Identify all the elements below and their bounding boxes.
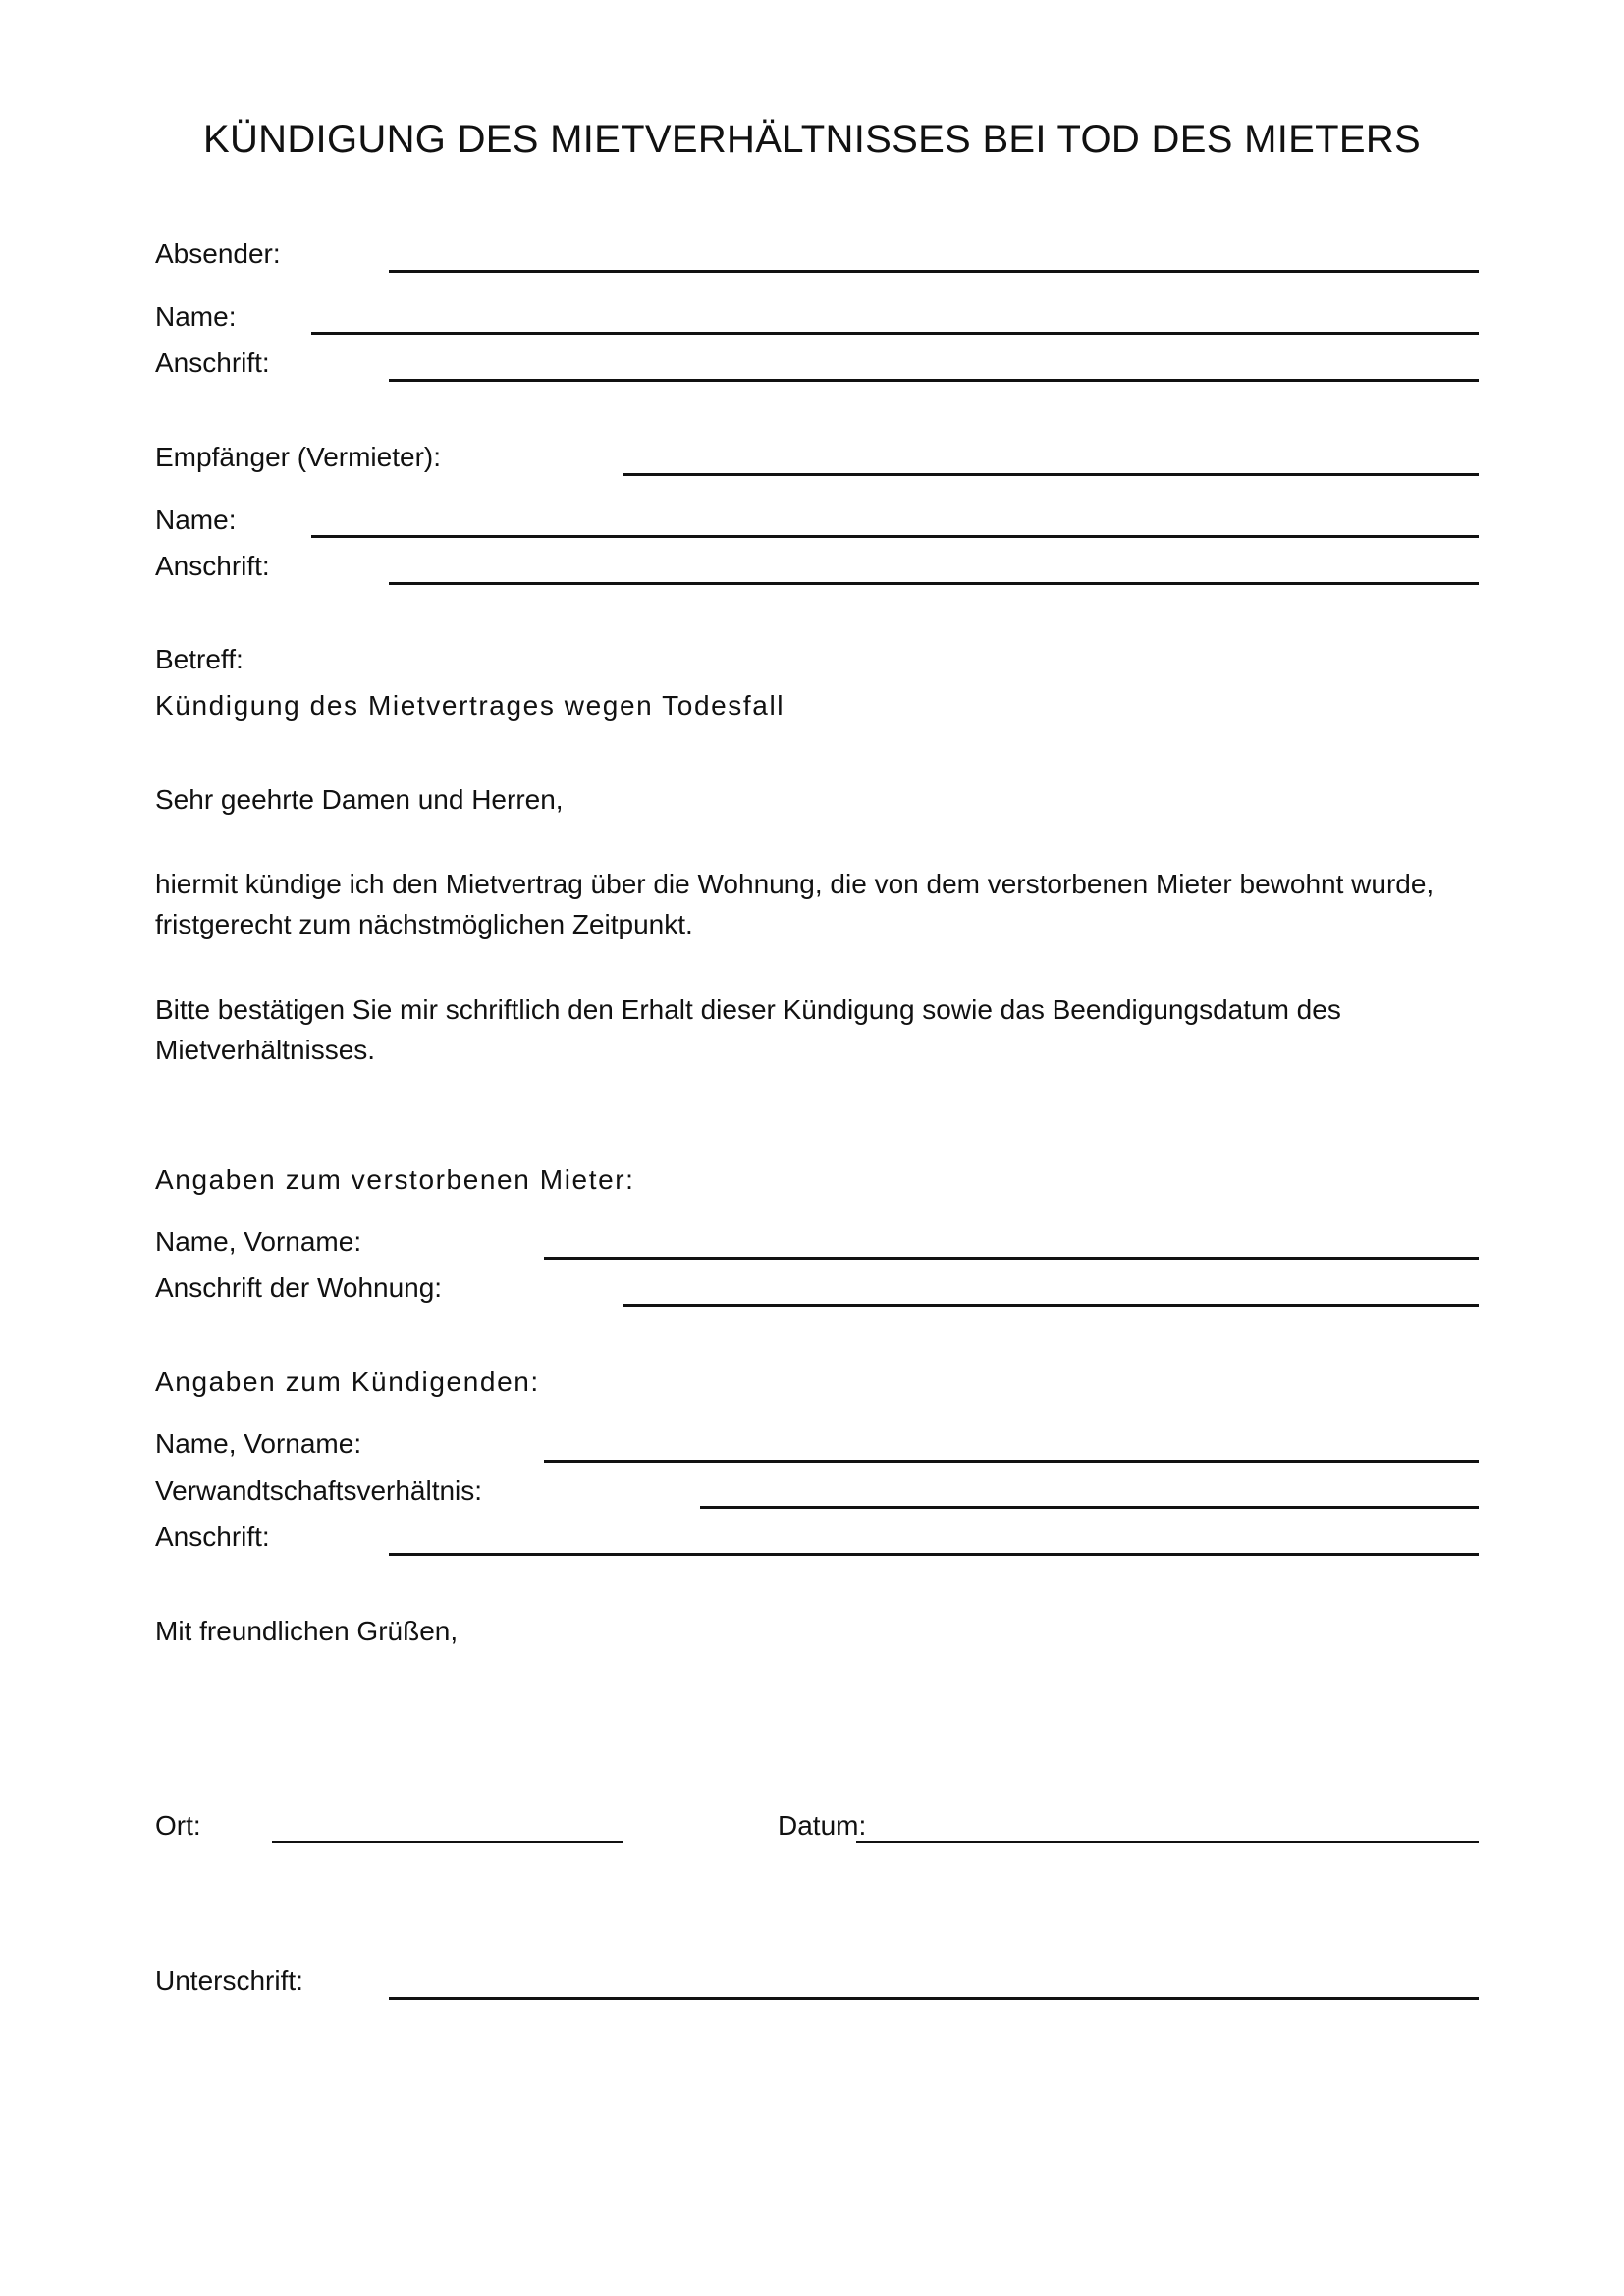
deceased-name-field[interactable]	[544, 1257, 1479, 1260]
sender-address-field[interactable]	[389, 379, 1479, 382]
recipient-address-label: Anschrift:	[155, 551, 270, 581]
sender-field[interactable]	[389, 270, 1479, 273]
relation-label: Verwandtschaftsverhältnis:	[155, 1475, 483, 1506]
terminating-party-heading: Angaben zum Kündigenden:	[155, 1366, 540, 1397]
recipient-heading: Empfänger (Vermieter):	[155, 442, 441, 472]
deceased-apartment-field[interactable]	[623, 1304, 1479, 1307]
subject-label: Betreff:	[155, 644, 244, 674]
terminating-name-label: Name, Vorname:	[155, 1428, 362, 1459]
signature-label: Unterschrift:	[155, 1965, 303, 1996]
sender-address-label: Anschrift:	[155, 347, 270, 378]
terminating-name-field[interactable]	[544, 1460, 1479, 1463]
subject-text: Kündigung des Mietvertrages wegen Todesfall	[155, 690, 785, 721]
signature-field[interactable]	[389, 1997, 1479, 2000]
relation-field[interactable]	[700, 1506, 1479, 1509]
deceased-name-label: Name, Vorname:	[155, 1226, 362, 1256]
sender-name-label: Name:	[155, 301, 237, 332]
terminating-address-field[interactable]	[389, 1553, 1479, 1556]
deceased-apartment-label: Anschrift der Wohnung:	[155, 1272, 443, 1303]
recipient-address-field[interactable]	[389, 582, 1479, 585]
deceased-heading: Angaben zum verstorbenen Mieter:	[155, 1164, 635, 1195]
body-paragraph-1-line-2: fristgerecht zum nächstmöglichen Zeitpunkt.	[155, 909, 693, 939]
place-label: Ort:	[155, 1810, 201, 1841]
sender-name-field[interactable]	[311, 332, 1479, 335]
body-paragraph-1-line-1: hiermit kündige ich den Mietvertrag über die Wohnung, die von dem verstorbenen Mieter bewohnt wurde,	[155, 869, 1435, 899]
body-paragraph-2-line-2: Mietverhältnisses.	[155, 1035, 376, 1065]
recipient-name-field[interactable]	[311, 535, 1479, 538]
recipient-name-label: Name:	[155, 505, 237, 535]
date-label: Datum:	[778, 1810, 867, 1841]
salutation: Sehr geehrte Damen und Herren,	[155, 784, 564, 815]
place-field[interactable]	[272, 1841, 623, 1843]
date-field[interactable]	[856, 1841, 1479, 1843]
document-title: KÜNDIGUNG DES MIETVERHÄLTNISSES BEI TOD DES MIETERS	[203, 118, 1421, 161]
body-paragraph-2-line-1: Bitte bestätigen Sie mir schriftlich den Erhalt dieser Kündigung sowie das Beendigungsdatum des	[155, 994, 1341, 1025]
recipient-field[interactable]	[623, 473, 1479, 476]
closing: Mit freundlichen Grüßen,	[155, 1616, 459, 1646]
sender-heading: Absender:	[155, 239, 281, 269]
terminating-address-label: Anschrift:	[155, 1522, 270, 1552]
